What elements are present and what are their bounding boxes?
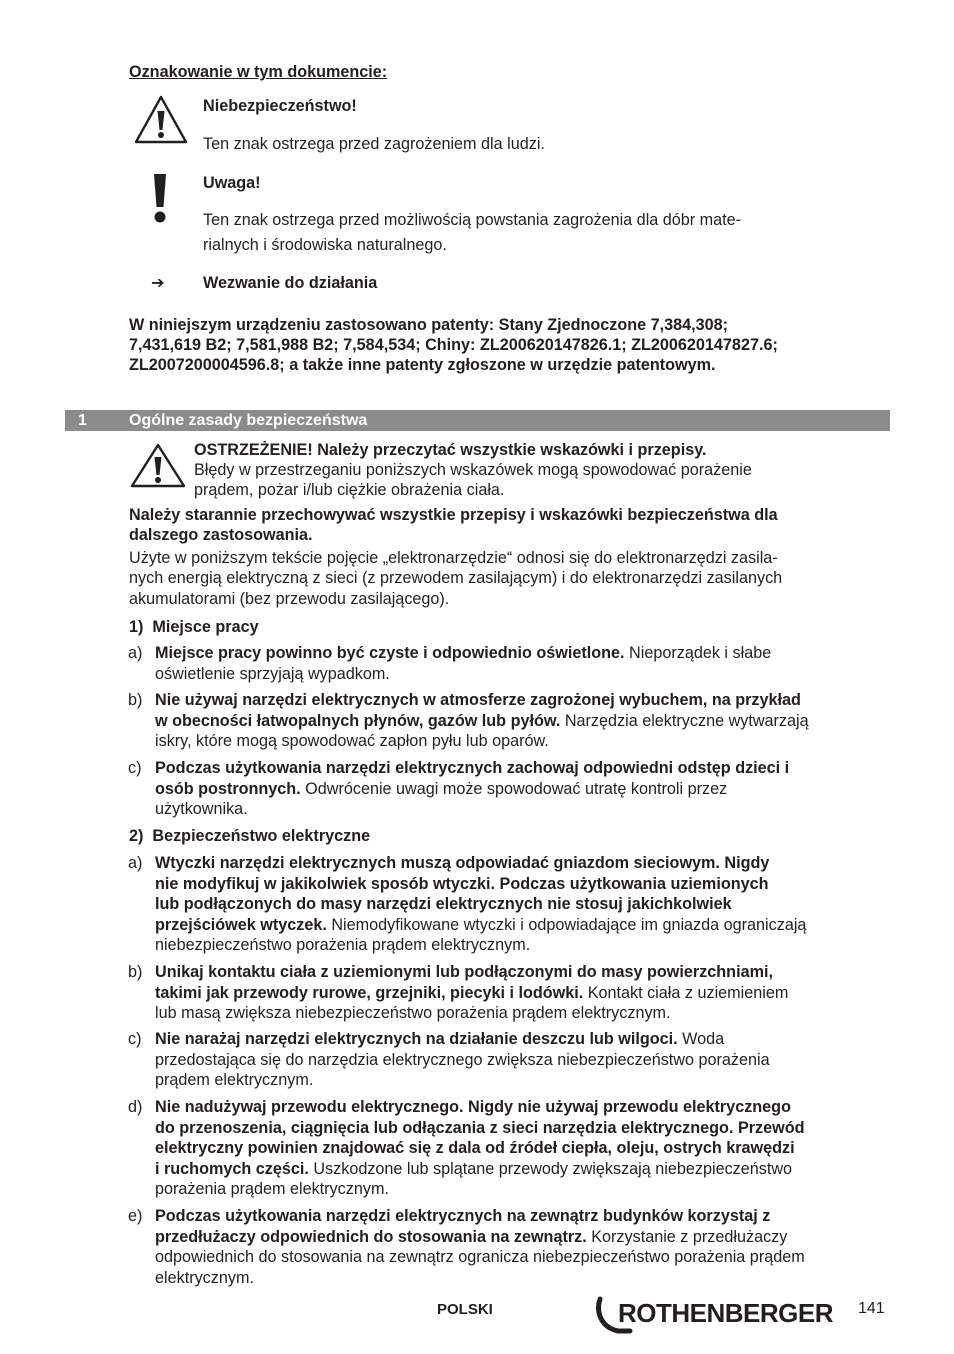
list-item xyxy=(155,1029,895,1091)
item-bold: osób postronnych. xyxy=(155,779,301,798)
patents-line: W niniejszym urządzeniu zastosowano patenty: Stany Zjednoczone 7,384,308; xyxy=(129,316,729,334)
item-line: Nie nadużywaj przewodu elektrycznego. Nigdy nie używaj przewodu elektrycznego xyxy=(155,1098,791,1116)
item-line: elektryczny powinien znajdować się z dala od źródeł ciepła, oleju, ostrych krawędzi xyxy=(155,1139,795,1157)
list-item xyxy=(155,690,895,752)
list-item xyxy=(155,1097,895,1200)
item-line: porażenia prądem elektrycznym. xyxy=(155,1180,389,1198)
item-line: nie modyfikuj w jakikolwiek sposób wtyczki. Podczas użytkowania uziemionych xyxy=(155,874,769,893)
item-line: prądem elektrycznym. xyxy=(155,1071,314,1089)
item-bold: przedłużaczy odpowiednich do stosowania na zewnątrz. xyxy=(155,1227,587,1246)
action-arrow-icon: ➔ xyxy=(151,274,165,292)
item-line: oświetlenie sprzyjają wypadkom. xyxy=(155,664,390,683)
item-line: elektrycznym. xyxy=(155,1268,254,1287)
subsection-title: 1) Miejsce pracy xyxy=(129,618,259,636)
list-item xyxy=(155,643,895,684)
definition-line: akumulatorami (bez przewodu zasilającego). xyxy=(129,590,450,608)
item-normal: Uszkodzone lub splątane przewody zwiększają niebezpieczeństwo xyxy=(308,1159,793,1178)
item-normal: Niemodyfikowane wtyczki i odpowiadające im gniazda ograniczają xyxy=(326,915,807,934)
caution-text-line: Ten znak ostrzega przed możliwością powstania zagrożenia dla dóbr mate- xyxy=(203,211,742,229)
danger-triangle-icon xyxy=(133,94,189,146)
brand-logo xyxy=(594,1293,840,1337)
warning-triangle-icon xyxy=(129,442,187,490)
item-line: Podczas użytkowania narzędzi elektrycznych na zewnątrz budynków korzystaj z xyxy=(155,1207,771,1225)
list-item xyxy=(155,758,895,820)
list-item xyxy=(155,853,895,956)
page-number: 141 xyxy=(858,1300,885,1317)
item-line: do przenoszenia, ciągnięcia lub odłączania z sieci narzędzia elektrycznego. Przewód xyxy=(155,1118,805,1137)
item-line: użytkownika. xyxy=(155,800,248,818)
item-letter: c) xyxy=(128,1030,142,1048)
danger-title: Niebezpieczeństwo! xyxy=(203,97,357,115)
footer-language: POLSKI xyxy=(437,1301,493,1318)
item-line: Podczas użytkowania narzędzi elektrycznych zachowaj odpowiedni odstęp dzieci i xyxy=(155,759,790,777)
item-line: niebezpieczeństwo porażenia prądem elektrycznym. xyxy=(155,936,531,954)
item-normal: Kontakt ciała z uziemieniem xyxy=(583,983,789,1002)
danger-text: Ten znak ostrzega przed zagrożeniem dla ludzi. xyxy=(203,135,545,153)
subsection-title: 2) Bezpieczeństwo elektryczne xyxy=(129,827,371,845)
item-line: Unikaj kontaktu ciała z uziemionymi lub podłączonymi do masy powierzchniami, xyxy=(155,963,773,981)
section-header-bar xyxy=(65,410,890,431)
item-normal: Korzystanie z przedłużaczy xyxy=(586,1227,788,1246)
definition-line: nych energią elektryczną z sieci (z przewodem zasilającym) i do elektronarzędzi zasilanych xyxy=(129,569,783,587)
item-line: przedostająca się do narzędzia elektrycznego zwiększa niebezpieczeństwo porażenia xyxy=(155,1050,770,1069)
item-line: Wtyczki narzędzi elektrycznych muszą odpowiadać gniazdom sieciowym. Nigdy xyxy=(155,854,770,872)
section-number: 1 xyxy=(78,412,87,429)
legend-heading: Oznakowanie w tym dokumencie: xyxy=(129,63,388,81)
item-letter: b) xyxy=(128,963,143,981)
caution-text-line: rialnych i środowiska naturalnego. xyxy=(203,236,447,254)
item-line: lub masą zwiększa niebezpieczeństwo porażenia prądem elektrycznym. xyxy=(155,1004,671,1022)
item-bold: Nie narażaj narzędzi elektrycznych na działanie deszczu lub wilgoci. xyxy=(155,1030,678,1048)
item-bold: przejściówek wtyczek. xyxy=(155,915,327,934)
warning-text-line: Błędy w przestrzeganiu poniższych wskazówek mogą spowodować porażenie xyxy=(194,461,752,479)
definition-line: Użyte w poniższym tekście pojęcie „elektronarzędzie“ odnosi się do elektronarzędzi zasila- xyxy=(129,549,778,567)
item-bold: w obecności łatwopalnych płynów, gazów lub pyłów. xyxy=(155,711,561,730)
warning-text-line: prądem, pożar i/lub ciężkie obrażenia ciała. xyxy=(194,481,505,499)
keep-instructions-line: Należy starannie przechowywać wszystkie przepisy i wskazówki bezpieczeństwa dla xyxy=(129,506,778,524)
patents-line: 7,431,619 B2; 7,581,988 B2; 7,584,534; Chiny: ZL200620147826.1; ZL200620147827.6; xyxy=(129,336,778,354)
item-bold: takimi jak przewody rurowe, grzejniki, piecyki i lodówki. xyxy=(155,983,584,1002)
section-title: Ogólne zasady bezpieczeństwa xyxy=(129,412,368,429)
item-normal: Nieporządek i słabe xyxy=(624,644,772,662)
item-letter: a) xyxy=(128,644,143,662)
item-letter: e) xyxy=(128,1207,143,1225)
warning-title: OSTRZEŻENIE! Należy przeczytać wszystkie wskazówki i przepisy. xyxy=(194,441,707,459)
item-line: iskry, które mogą spowodować zapłon pyłu lub oparów. xyxy=(155,732,549,750)
list-item xyxy=(155,1206,895,1288)
item-bold: i ruchomych części. xyxy=(155,1159,309,1178)
item-letter: a) xyxy=(128,854,143,872)
item-bold: Miejsce pracy powinno być czyste i odpowiednio oświetlone. xyxy=(155,644,625,662)
item-line: lub podłączonych do masy narzędzi elektrycznych nie stosuj jakichkolwiek xyxy=(155,895,732,913)
brand-name: ROTHENBERGER xyxy=(618,1298,834,1328)
item-letter: c) xyxy=(128,759,142,777)
item-normal: Woda xyxy=(677,1030,725,1048)
action-text: Wezwanie do działania xyxy=(203,274,378,292)
item-line: odpowiednich do stosowania na zewnątrz ogranicza niebezpieczeństwo porażenia prądem xyxy=(155,1248,805,1266)
caution-exclamation-icon xyxy=(150,172,170,224)
list-item xyxy=(155,962,895,1024)
patents-line: ZL2007200004596.8; a także inne patenty zgłoszone w urzędzie patentowym. xyxy=(129,356,716,374)
keep-instructions-line: dalszego zastosowania. xyxy=(129,526,313,544)
item-normal: Narzędzia elektryczne wytwarzają xyxy=(560,711,809,730)
item-letter: b) xyxy=(128,691,143,709)
caution-title: Uwaga! xyxy=(203,174,261,192)
item-normal: Odwrócenie uwagi może spowodować utratę kontroli przez xyxy=(300,779,728,798)
item-line: Nie używaj narzędzi elektrycznych w atmosferze zagrożonej wybuchem, na przykład xyxy=(155,691,801,709)
item-letter: d) xyxy=(128,1098,143,1116)
